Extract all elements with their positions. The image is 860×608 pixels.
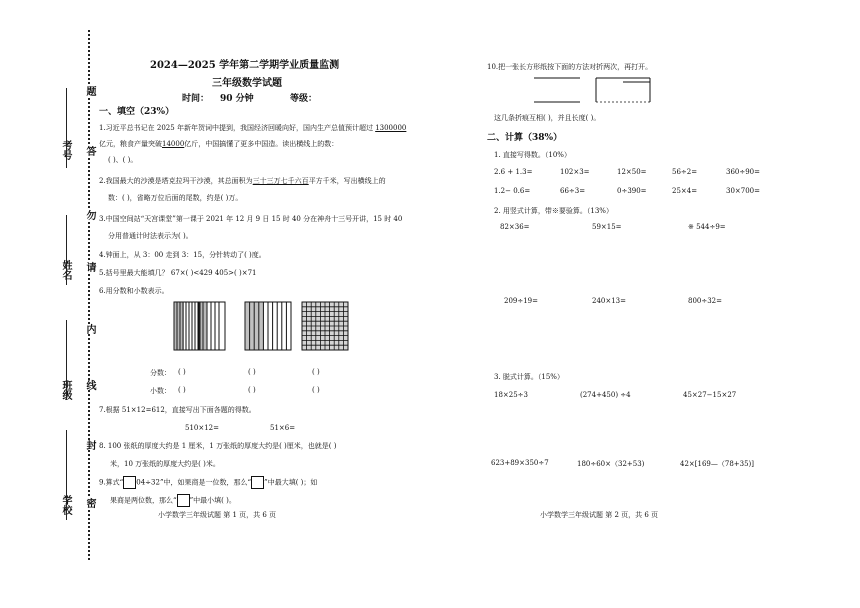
q2-line2[interactable]: 数：( )，省略万位后面的尾数，约是( )万。 [108, 194, 243, 202]
seal-char: 封 [84, 440, 95, 450]
vertical-item[interactable]: 59×15= [592, 223, 622, 231]
decimal-blank-3[interactable]: ( ) [312, 386, 320, 394]
step-item[interactable]: 18×25÷3 [494, 391, 528, 399]
binding-label-school: 学校 [60, 495, 71, 515]
section-fill-in: 一、填空（23%） [99, 107, 175, 117]
q1-line1: 1.习近平总书记在 2025 年新年贺词中提到，我国经济回暖向好，国内生产总值预计超过 1300000 [99, 124, 407, 132]
q1-line2: 亿元，粮食产量突破14000亿斤，中国搞懂了更多中国造。读出横线上的数： [99, 140, 339, 148]
seal-char: 题 [84, 86, 95, 96]
exam-subtitle: 三年级数学试题 [212, 78, 282, 89]
q6: 6.用分数和小数表示。 [99, 287, 169, 295]
decimal-blank-1[interactable]: ( ) [178, 386, 186, 394]
time-label: 时间： [182, 94, 210, 104]
right-page-footer: 小学数学三年级试题 第 2 页，共 6 页 [540, 511, 659, 519]
time-value: 90 分钟 [220, 94, 254, 104]
seal-char: 勿 [84, 210, 95, 220]
vertical-item[interactable]: 82×36= [500, 223, 530, 231]
q1-number-2: 14000 [162, 140, 185, 148]
step-item[interactable]: 42×[169—（78+35)] [680, 460, 755, 468]
binding-blank-school [66, 430, 67, 520]
q2-line1: 2.我国最大的沙漠是塔克拉玛干沙漠，其总面积为三十三万七千六百平方千米，写出横线上的 [99, 177, 386, 185]
sub-vertical-calc: 2. 用竖式计算，带※要验算。（13%） [494, 207, 613, 215]
fraction-blank-2[interactable]: ( ) [248, 368, 256, 376]
q4[interactable]: 4.钟面上，从 3：00 走到 3：15，分针转动了( )度。 [99, 251, 266, 259]
direct-item[interactable]: 12×50= [617, 168, 647, 176]
sub-direct-write: 1. 直接写得数。（10%） [494, 151, 571, 159]
q7: 7.根据 51×12=612，直接写出下面各题的得数。 [99, 406, 256, 414]
grade-label: 等级： [290, 94, 318, 104]
binding-label-name: 姓名 [60, 260, 71, 280]
vertical-item[interactable]: 240×13= [592, 297, 626, 305]
seal-char: 答 [84, 146, 95, 156]
q8-line1[interactable]: 8. 100 张纸的厚度大约是 1 厘米，1 万张纸的厚度大约是( )厘米，也就是( ) [99, 442, 337, 450]
binding-label-class: 班级 [60, 380, 71, 400]
direct-item[interactable]: 1.2− 0.6= [494, 187, 531, 195]
direct-item[interactable]: 102×3= [560, 168, 590, 176]
binding-blank-exam-number [66, 88, 67, 168]
direct-item[interactable]: 2.6 + 1.3= [494, 168, 533, 176]
q6-figure-2 [197, 300, 227, 352]
fraction-blank-1[interactable]: ( ) [178, 368, 186, 376]
q1-number-1: 1300000 [375, 124, 407, 132]
fraction-label: 分数： [150, 369, 171, 377]
direct-item[interactable]: 66÷3= [560, 187, 586, 195]
q2-underlined-number: 三十三万七千六百 [252, 177, 309, 185]
q1-answer-blanks[interactable]: ( )、( )。 [108, 156, 138, 164]
digit-box-icon [123, 476, 136, 489]
q10-blank-line[interactable]: 这几条折痕互相( )，并且长度( )。 [494, 114, 601, 122]
step-item[interactable]: 180÷60×（32+53) [577, 460, 645, 468]
seal-char: 密 [84, 498, 95, 508]
q5[interactable]: 5.括号里最大能填几？ 67×( )<429 405>( )×71 [99, 269, 257, 277]
vertical-item[interactable]: 800÷32= [688, 297, 722, 305]
q7-item-b[interactable]: 51×6= [270, 424, 296, 432]
exam-title: 2024—2025 学年第二学期学业质量监测 [150, 60, 340, 71]
vertical-item[interactable]: ※ 544÷9= [688, 223, 726, 231]
q9-line1[interactable]: 9.算式“ 04÷32”中，如果商是一位数，那么“ ”中最大填( )；如 [99, 476, 317, 489]
folded-paper-figure [530, 72, 660, 106]
step-item[interactable]: (274+450) ÷4 [580, 391, 631, 399]
left-page-footer: 小学数学三年级试题 第 1 页，共 6 页 [158, 511, 277, 519]
decimal-label: 小数： [150, 387, 171, 395]
q10: 10.把一张长方形纸按下面的方法对折两次，再打开。 [487, 63, 653, 71]
direct-item[interactable]: 25×4= [672, 187, 698, 195]
direct-item[interactable]: 30×700= [726, 187, 760, 195]
q3-line1: 3.中国空间站“天宫课堂”第一课于 2021 年 12 月 9 日 15 时 40 分在神舟十三号开讲，15 时 40 [99, 215, 403, 223]
vertical-item[interactable]: 209÷19= [504, 297, 538, 305]
direct-item[interactable]: 360÷90= [726, 168, 760, 176]
q3-line2[interactable]: 分用普通计时法表示为( )。 [108, 232, 193, 240]
q8-line2[interactable]: 米，10 万张纸的厚度大约是( )米。 [110, 460, 220, 468]
fraction-blank-3[interactable]: ( ) [312, 368, 320, 376]
seal-char: 内 [84, 324, 95, 334]
sub-step-calc: 3. 脱式计算。（15%） [494, 373, 564, 381]
digit-box-icon [177, 494, 190, 507]
q7-item-a[interactable]: 510×12= [185, 424, 219, 432]
direct-item[interactable]: 0÷390= [617, 187, 647, 195]
step-item[interactable]: 45×27−15×27 [683, 391, 737, 399]
binding-label-exam-number: 考号 [60, 140, 71, 160]
digit-box-icon [251, 476, 264, 489]
q6-figure-4 [300, 300, 350, 352]
decimal-blank-2[interactable]: ( ) [248, 386, 256, 394]
seal-char: 请 [84, 262, 95, 272]
direct-item[interactable]: 56÷2= [672, 168, 698, 176]
seal-char: 线 [84, 380, 95, 390]
step-item[interactable]: 623+89×350÷7 [491, 459, 549, 467]
binding-blank-class [66, 320, 67, 400]
q6-figure-3 [243, 300, 293, 352]
section-calculation: 二、计算（38%） [487, 133, 563, 143]
binding-dotted-line [88, 30, 90, 560]
q9-line2[interactable]: 果商是两位数，那么“ ”中最小填( )。 [110, 494, 236, 507]
binding-blank-name [66, 215, 67, 285]
